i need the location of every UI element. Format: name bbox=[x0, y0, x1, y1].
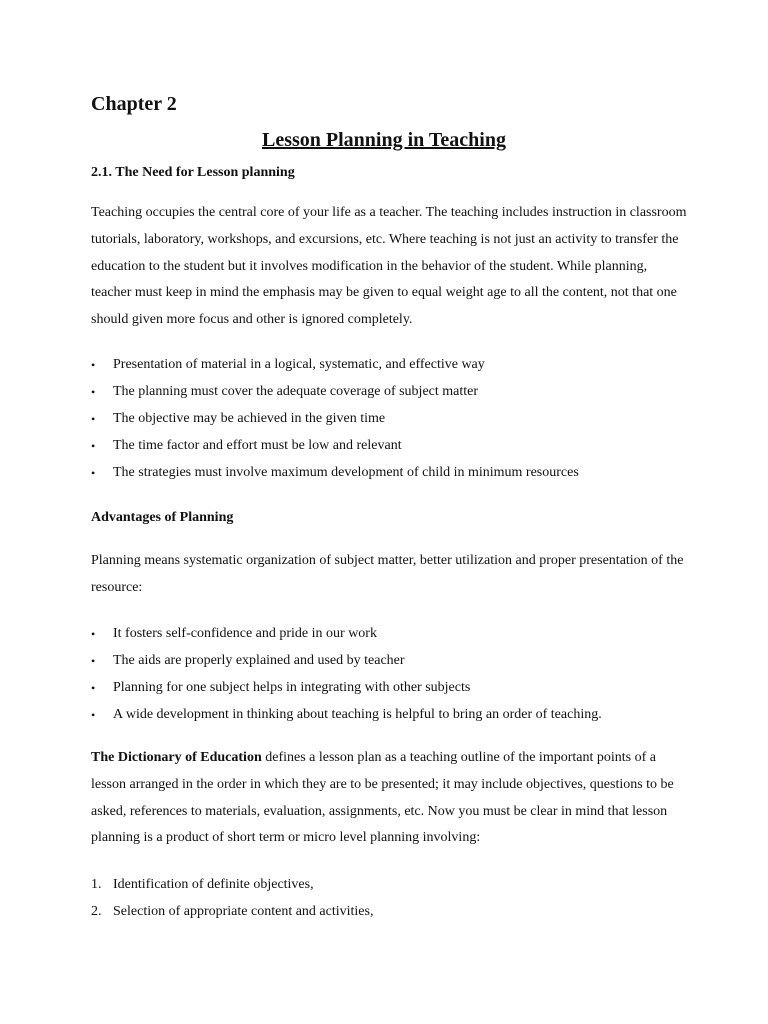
list-item-text: The objective may be achieved in the given time bbox=[113, 411, 386, 426]
bullet-icon: • bbox=[91, 412, 96, 426]
bullet-icon: • bbox=[91, 681, 96, 695]
list-item bbox=[91, 706, 691, 733]
list-item bbox=[91, 410, 691, 437]
section-heading: 2.1. The Need for Lesson planning bbox=[91, 165, 295, 180]
bullet-icon: • bbox=[91, 439, 96, 453]
list-number: 2. bbox=[91, 904, 102, 919]
bullet-icon: • bbox=[91, 466, 96, 480]
advantages-bullet-list bbox=[91, 625, 691, 733]
numbered-list bbox=[91, 876, 691, 930]
list-item bbox=[91, 625, 691, 652]
list-number: 1. bbox=[91, 877, 102, 892]
dictionary-term: The Dictionary of Education bbox=[91, 750, 262, 765]
list-item bbox=[91, 679, 691, 706]
intro-paragraph: Teaching occupies the central core of your life as a teacher. The teaching includes instruction in classroom tutorials, laboratory, workshops, and excursions, etc. Where teaching is not just an activity to transfer the education to the student but it involves modification in the behavior of the student. While planning, teacher must keep in mind the emphasis may be given to equal weight age to all the content, not that one should given more focus and other is ignored completely. bbox=[91, 205, 687, 328]
list-item bbox=[91, 356, 691, 383]
list-item-text: Planning for one subject helps in integrating with other subjects bbox=[113, 680, 471, 695]
bullet-icon: • bbox=[91, 708, 96, 722]
chapter-heading: Chapter 2 bbox=[91, 93, 177, 115]
bullet-icon: • bbox=[91, 385, 96, 399]
list-item bbox=[91, 437, 691, 464]
bullet-icon: • bbox=[91, 627, 96, 641]
page-title: Lesson Planning in Teaching bbox=[262, 129, 506, 151]
list-item bbox=[91, 876, 691, 903]
advantages-paragraph: Planning means systematic organization of subject matter, better utilization and proper presentation of the resource: bbox=[91, 553, 684, 595]
bullet-icon: • bbox=[91, 654, 96, 668]
list-item-text: Selection of appropriate content and activities, bbox=[113, 904, 374, 919]
advantages-heading: Advantages of Planning bbox=[91, 510, 234, 525]
list-item-text: The strategies must involve maximum development of child in minimum resources bbox=[113, 465, 579, 480]
bullet-icon: • bbox=[91, 358, 96, 372]
list-item bbox=[91, 464, 691, 491]
list-item-text: The aids are properly explained and used by teacher bbox=[113, 653, 405, 668]
list-item bbox=[91, 903, 691, 930]
list-item-text: A wide development in thinking about teaching is helpful to bring an order of teaching. bbox=[113, 707, 602, 722]
list-item bbox=[91, 383, 691, 410]
list-item-text: Presentation of material in a logical, systematic, and effective way bbox=[113, 357, 485, 372]
list-item-text: It fosters self-confidence and pride in our work bbox=[113, 626, 377, 641]
list-item-text: Identification of definite objectives, bbox=[113, 877, 314, 892]
dictionary-paragraph bbox=[91, 745, 691, 852]
need-bullet-list bbox=[91, 356, 691, 491]
list-item-text: The time factor and effort must be low and relevant bbox=[113, 438, 402, 453]
list-item bbox=[91, 652, 691, 679]
list-item-text: The planning must cover the adequate coverage of subject matter bbox=[113, 384, 479, 399]
dictionary-definition: defines a lesson plan as a teaching outline of the important points of a lesson arranged in the order in which they are to be presented; it may include objectives, questions to be asked, references to materials, evaluation, assignments, etc. Now you must be clear in mind that lesson planning is a product of short term or micro level planning involving: bbox=[91, 750, 674, 846]
